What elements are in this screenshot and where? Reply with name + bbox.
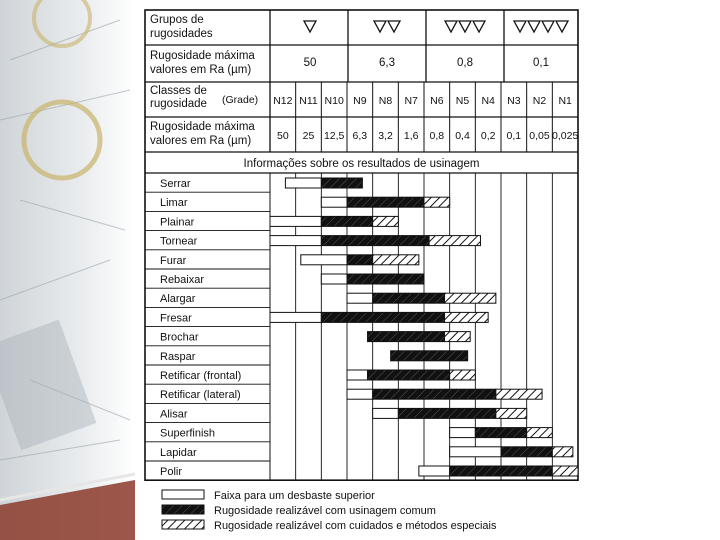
process-bar-black — [373, 389, 496, 399]
process-bar-hatch — [373, 216, 399, 226]
process-label: Serrar — [160, 178, 191, 190]
process-bar-black — [391, 351, 468, 361]
process-bar-white — [321, 274, 347, 284]
process-bar-white — [373, 408, 399, 418]
process-label: Tornear — [160, 235, 198, 248]
process-label: Furar — [160, 254, 187, 267]
class-value: 0,05 — [529, 130, 550, 142]
process-bar-hatch — [496, 389, 542, 399]
process-label: Brochar — [160, 331, 199, 344]
process-bar-white — [270, 312, 321, 322]
group-value: 6,3 — [379, 57, 395, 69]
process-label: Alargar — [160, 293, 196, 306]
process-bar-black — [347, 197, 424, 207]
class-label: N5 — [455, 95, 470, 107]
class-label: N6 — [430, 95, 444, 107]
class-label: N3 — [507, 95, 521, 107]
class-label: N2 — [532, 95, 547, 107]
classes-label: rugosidade — [150, 98, 207, 110]
process-bar-black — [501, 447, 552, 457]
process-bar-white — [285, 178, 321, 188]
max-roughness-label-2: valores em Ra (µm) — [150, 135, 252, 147]
process-bar-black — [450, 466, 553, 476]
process-label: Rebaixar — [160, 274, 205, 286]
class-value: 0,025 — [552, 130, 579, 142]
class-value: 0,8 — [429, 130, 445, 142]
max-roughness-label: Rugosidade máxima — [150, 50, 255, 62]
class-label: N1 — [558, 95, 572, 107]
max-roughness-label: valores em Ra (µm) — [150, 64, 252, 76]
class-value: 6,3 — [352, 130, 368, 142]
group-value: 0,8 — [457, 57, 473, 69]
process-bar-white — [270, 216, 321, 226]
classes-label: Classes de — [150, 85, 207, 97]
legend-swatch-white — [162, 490, 204, 499]
legend-label: Faixa para um desbaste superior — [214, 490, 375, 502]
process-bar-white — [347, 293, 373, 303]
class-value: 1,6 — [403, 130, 419, 142]
legend-swatch-black — [162, 505, 204, 514]
process-label: Superfinish — [160, 427, 216, 440]
process-bar-hatch — [445, 332, 471, 342]
process-bar-black — [347, 274, 424, 284]
class-label: N9 — [353, 95, 367, 107]
max-roughness-label-2: Rugosidade máxima — [150, 121, 255, 133]
process-bar-black — [321, 178, 362, 188]
process-bar-white — [301, 255, 347, 265]
process-bar-white — [321, 197, 347, 207]
class-label: N12 — [273, 95, 293, 107]
process-bar-white — [450, 428, 476, 438]
groups-label: rugosidades — [150, 28, 213, 40]
process-bar-black — [475, 428, 526, 438]
legend — [162, 490, 497, 532]
process-bar-hatch — [445, 312, 489, 322]
process-bar-hatch — [445, 293, 496, 303]
class-value: 25 — [302, 130, 315, 142]
process-bar-white — [450, 447, 501, 457]
process-bar-black — [368, 332, 445, 342]
process-bar-hatch — [552, 447, 573, 457]
class-value: 0,2 — [480, 130, 496, 142]
process-label: Alisar — [160, 408, 188, 421]
process-bar-black — [321, 312, 444, 322]
process-bar-hatch — [450, 370, 476, 380]
grade-label: (Grade) — [222, 94, 259, 106]
class-value: 12,5 — [323, 130, 345, 142]
group-value: 0,1 — [533, 57, 549, 69]
process-bar-hatch — [373, 255, 419, 265]
process-bar-hatch — [496, 408, 527, 418]
process-bar-black — [368, 370, 450, 380]
process-bar-black — [398, 408, 496, 418]
legend-swatch-hatch — [162, 520, 204, 529]
process-label: Lapidar — [160, 446, 197, 459]
process-bar-hatch — [424, 197, 450, 207]
class-label: N11 — [299, 95, 318, 107]
process-label: Retificar (lateral) — [160, 389, 241, 402]
process-bar-white — [419, 466, 450, 476]
class-value: 50 — [276, 130, 289, 142]
class-value: 0,1 — [506, 130, 522, 142]
process-label: Limar — [160, 197, 188, 210]
process-bar-black — [347, 255, 373, 265]
class-label: N8 — [378, 95, 393, 107]
process-bar-hatch — [527, 428, 553, 438]
process-bar-hatch — [429, 236, 480, 246]
process-bar-white — [347, 370, 368, 380]
class-label: N4 — [481, 95, 495, 107]
class-value: 3,2 — [378, 130, 393, 142]
process-label: Fresar — [160, 312, 192, 325]
class-value: 0,4 — [455, 130, 470, 142]
process-bar-white — [270, 236, 321, 246]
process-bar-white — [347, 389, 373, 399]
process-bar-black — [321, 216, 372, 226]
process-label: Plainar — [160, 216, 195, 229]
info-title: Informações sobre os resultados de usinagem — [243, 158, 480, 170]
group-value: 50 — [303, 57, 317, 69]
process-label: Retificar (frontal) — [160, 370, 242, 382]
process-bar-black — [321, 236, 429, 246]
process-bar-hatch — [552, 466, 578, 476]
class-label: N10 — [324, 95, 344, 107]
groups-label: Grupos de — [150, 14, 204, 26]
legend-label: Rugosidade realizável com usinagem comum — [214, 505, 436, 517]
process-label: Raspar — [160, 350, 196, 363]
class-label: N7 — [404, 95, 418, 107]
process-label: Polir — [160, 466, 183, 478]
legend-label: Rugosidade realizável com cuidados e métodos especiais — [214, 520, 497, 532]
process-bar-black — [373, 293, 445, 303]
